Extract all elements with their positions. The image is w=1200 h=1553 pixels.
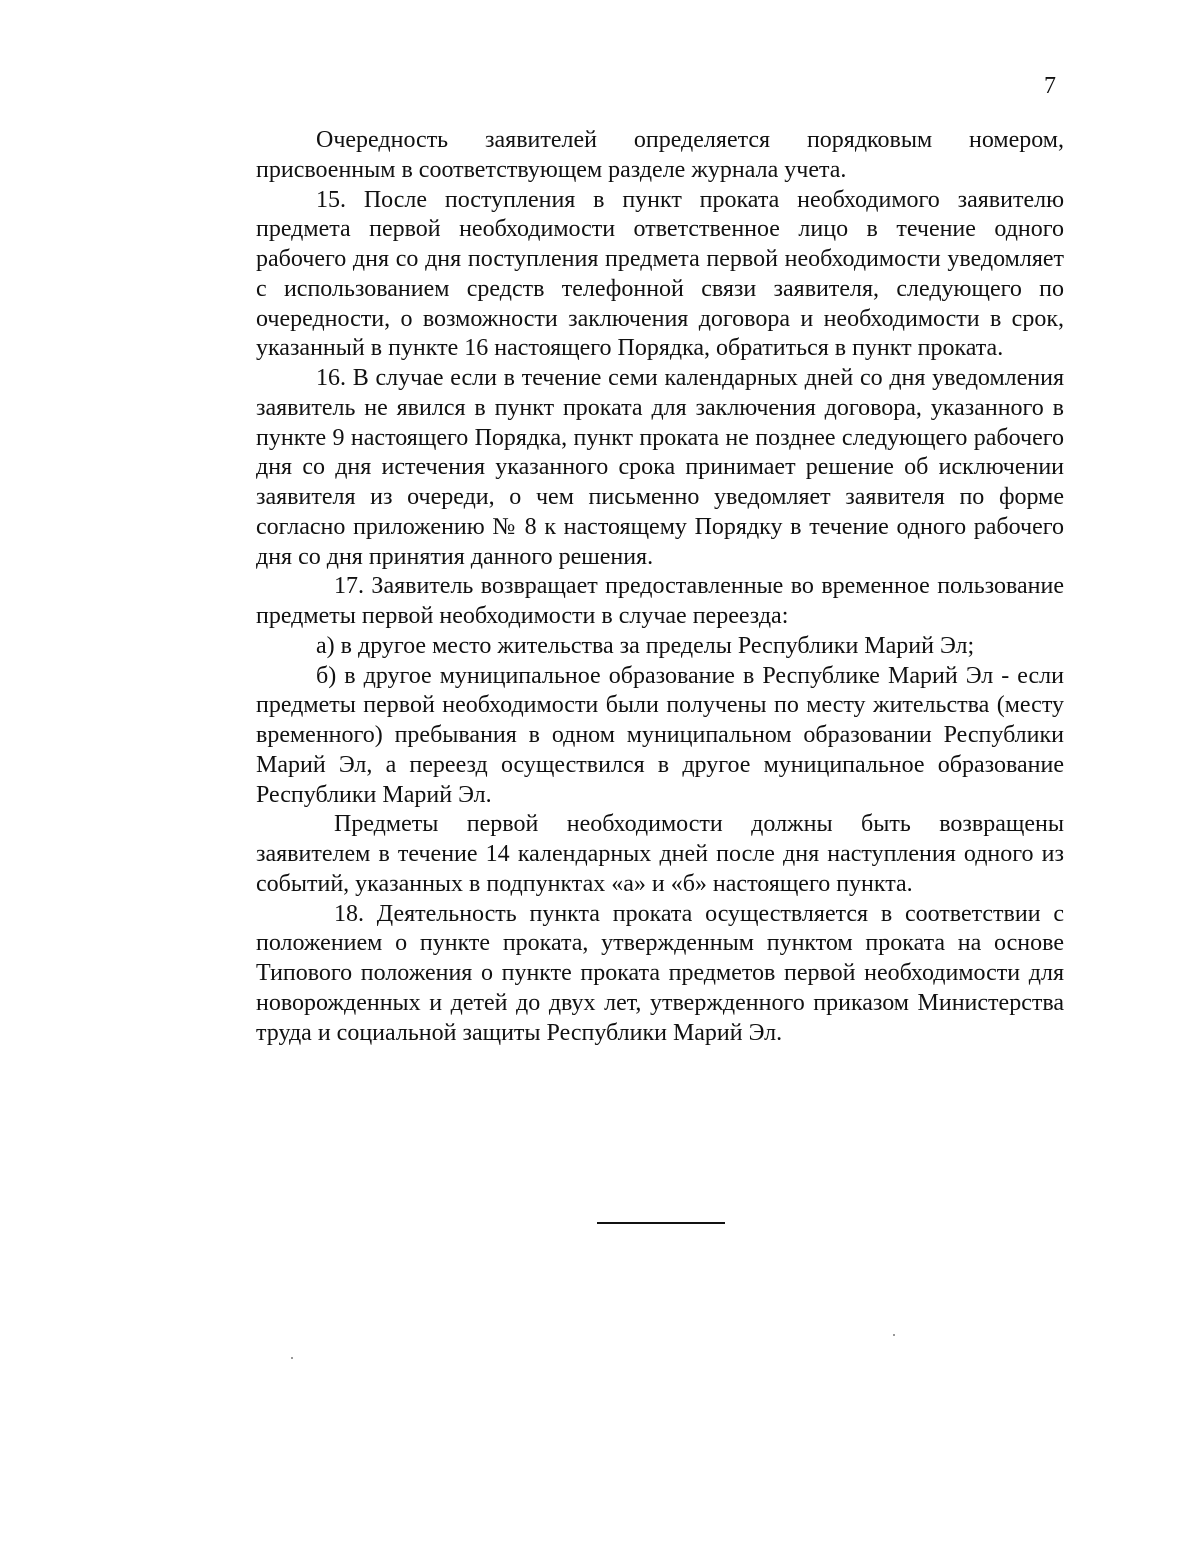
page-number: 7 (1044, 73, 1056, 99)
paragraph-clause-17: 17. Заявитель возвращает предоставленные во временное пользование предметы первой необходимости в случае переезда: (256, 573, 1064, 629)
scan-speck (291, 1357, 293, 1359)
paragraph-clause-18: 18. Деятельность пункта проката осуществляется в соответствии с положением о пункте проката, утвержденным пунктом проката на основе Типового положения о пункте проката предметов первой необходимости для новорожденных и детей до двух лет, утвержденного приказом Министерства труда и социальной защиты Республики Марий Эл. (256, 900, 1064, 1046)
scan-speck (893, 1334, 895, 1336)
end-of-document-rule (597, 1222, 725, 1224)
paragraph-queue-order: Очередность заявителей определяется порядковым номером, присвоенным в соответствующем разделе журнала учета. (256, 127, 1064, 183)
paragraph-clause-17-b: б) в другое муниципальное образование в Республике Марий Эл - если предметы первой необходимости были получены по месту жительства (месту временного) пребывания в одном муниципальном образовании Республики Марий Эл, а переезд осуществился в другое муниципальное образование Республики Марий Эл. (256, 662, 1064, 808)
paragraph-clause-17-a: а) в другое место жительства за пределы Республики Марий Эл; (316, 632, 975, 659)
paragraph-clause-15: 15. После поступления в пункт проката необходимого заявителю предмета первой необходимости ответственное лицо в течение одного рабочего дня со дня поступления предмета первой необходимости уведомляет с использованием средств телефонной связи заявителя, следующего по очередности, о возможности заключения договора и необходимости в срок, указанный в пункте 16 настоящего Порядка, обратиться в пункт проката. (256, 186, 1064, 362)
paragraph-clause-16: 16. В случае если в течение семи календарных дней со дня уведомления заявитель не явился в пункт проката для заключения договора, указанного в пункте 9 настоящего Порядка, пункт проката не позднее следующего рабочего дня со дня истечения указанного срока принимает решение об исключении заявителя из очереди, о чем письменно уведомляет заявителя по форме согласно приложению № 8 к настоящему Порядку в течение одного рабочего дня со дня принятия данного решения. (256, 365, 1064, 570)
document-body (256, 126, 1064, 1048)
paragraph-clause-17-return: Предметы первой необходимости должны быть возвращены заявителем в течение 14 календарных дней после дня наступления одного из событий, указанных в подпунктах «а» и «б» настоящего пункта. (256, 811, 1064, 897)
